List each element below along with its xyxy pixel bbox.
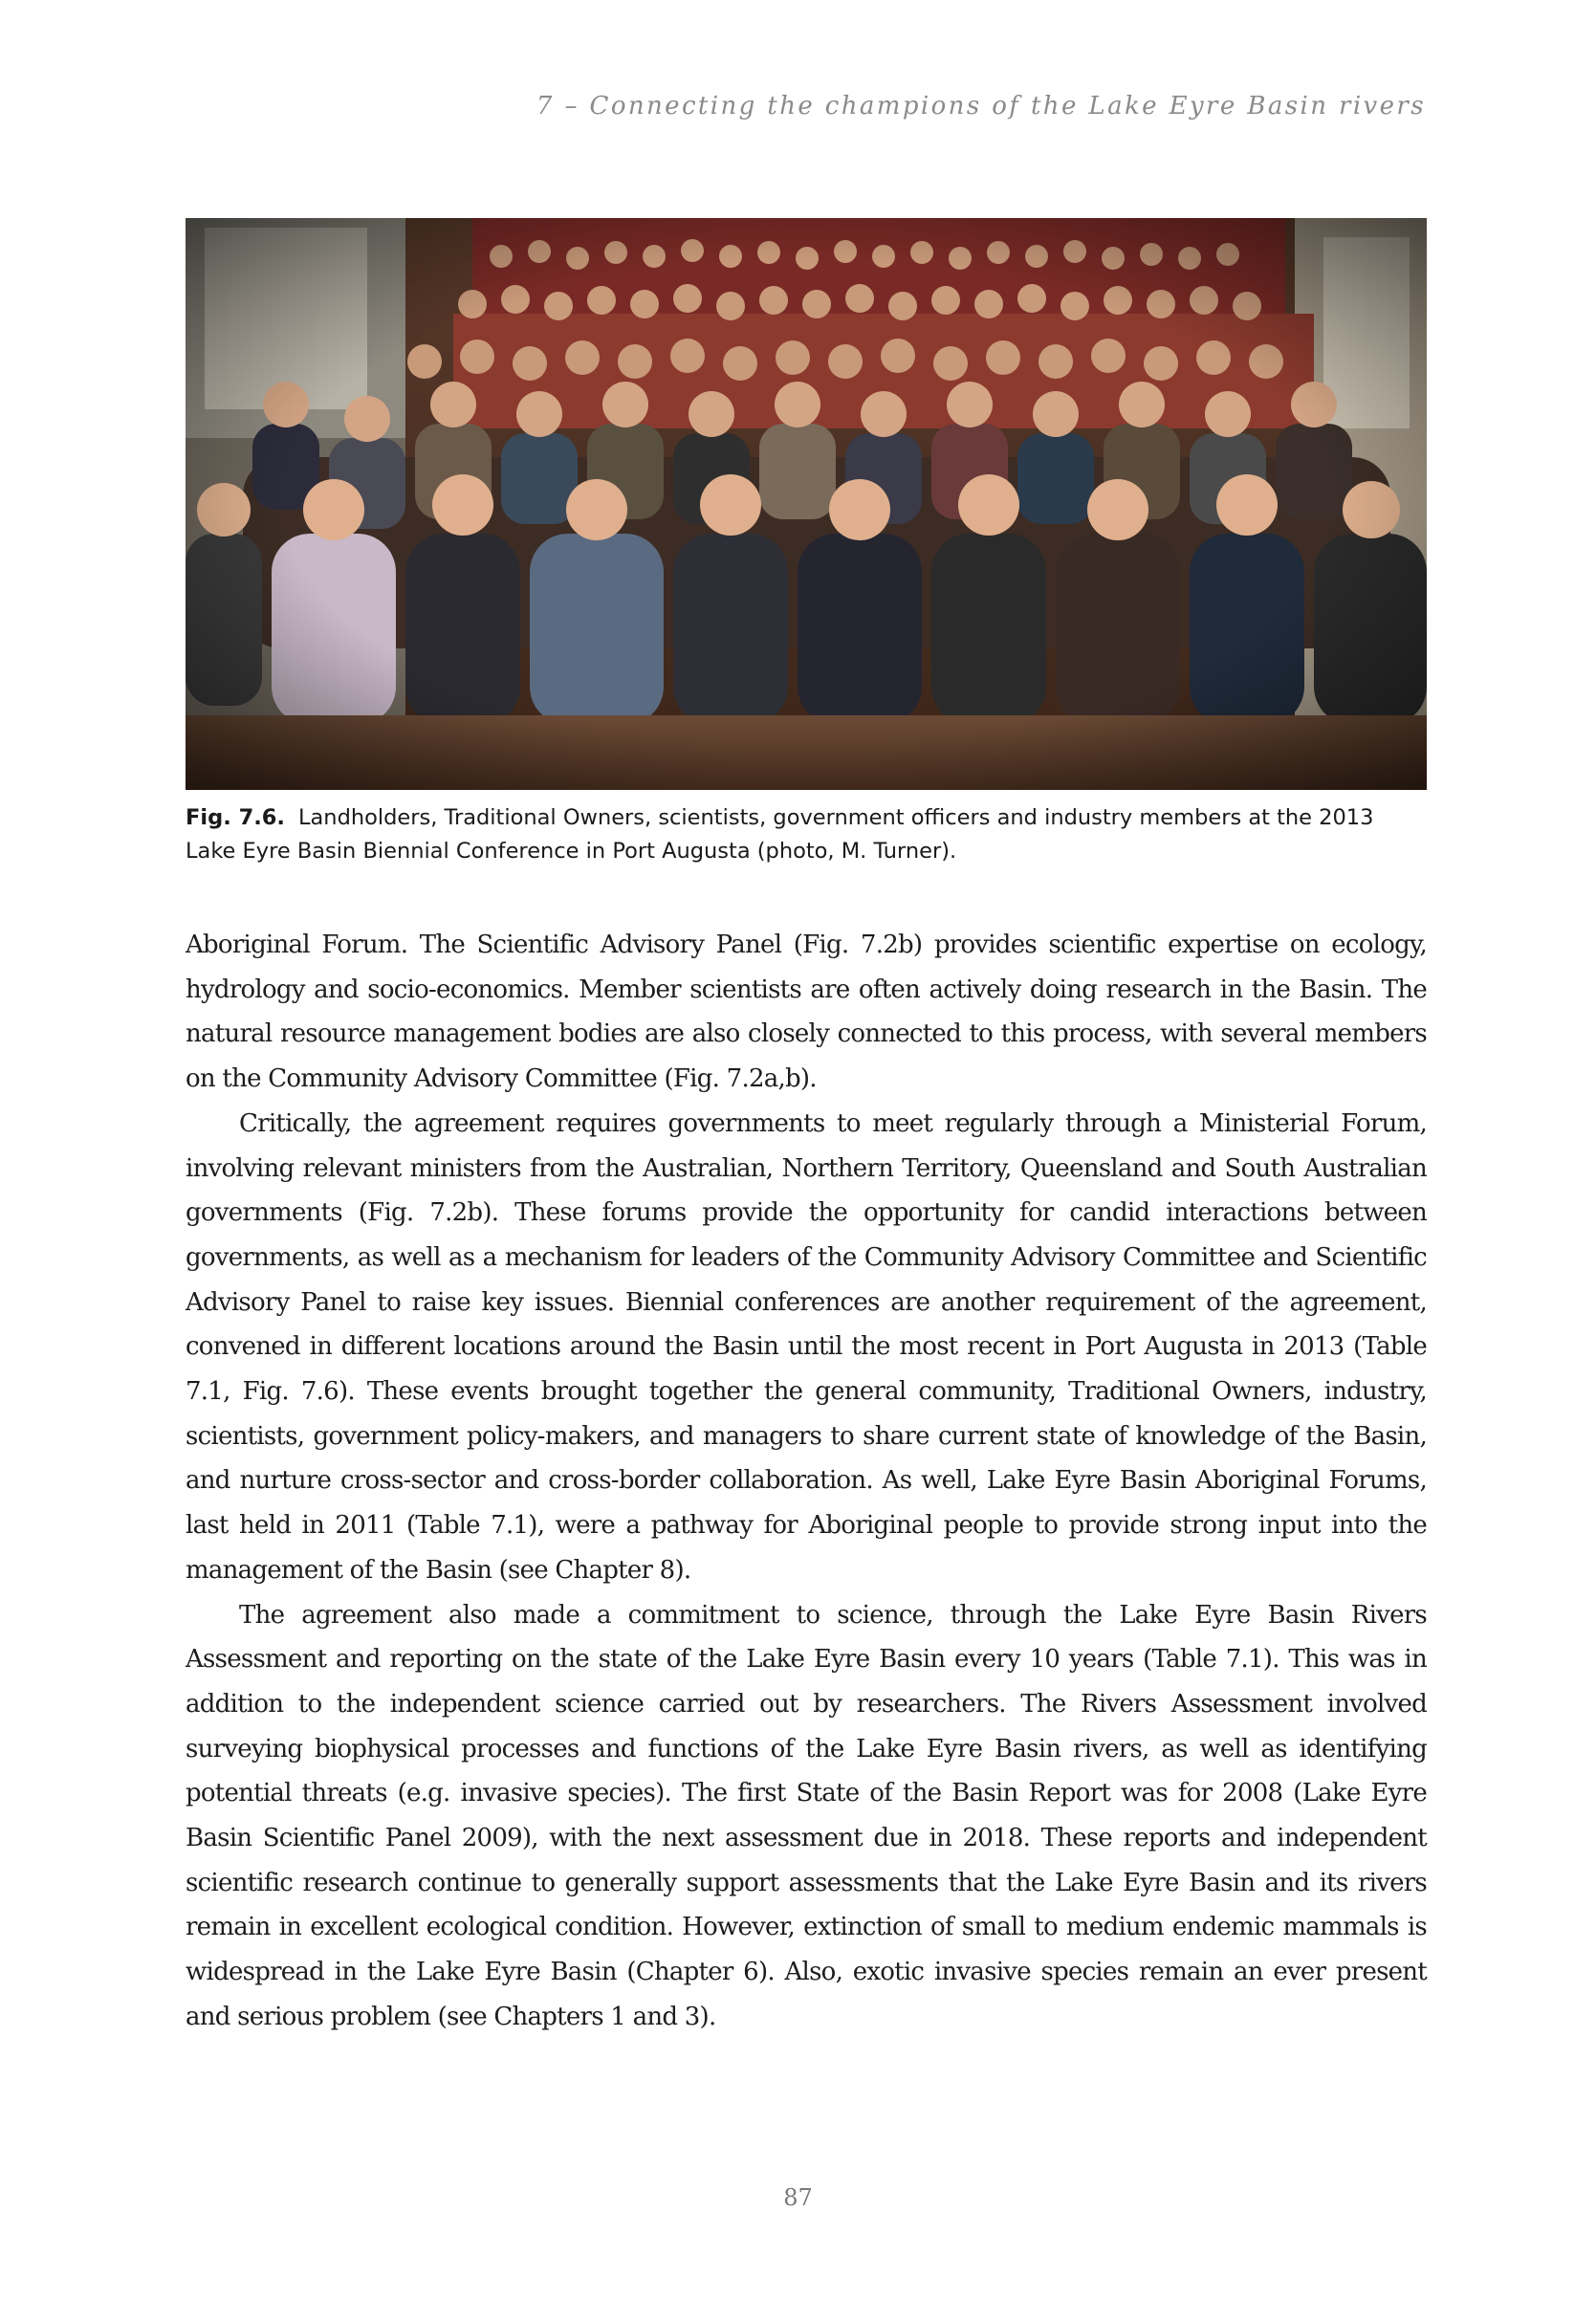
- conference-group-photo: [186, 218, 1427, 790]
- page-number: 87: [783, 2184, 813, 2211]
- body-paragraph: Critically, the agreement requires governments to meet regularly through a Ministerial Forum, involving relevant ministers from the Australian, Northern Territory, Queensland and South Australian governments (Fig. 7.2b). These forums provide the opportunity for candid interactions between governments, as well as a mechanism for leaders of the Community Advisory Committee and Scientific Advisory Panel to raise key issues. Biennial conferences are another requirement of the agreement, convened in different locations around the Basin until the most recent in Port Augusta in 2013 (Table 7.1, Fig. 7.6). These events brought together the general community, Traditional Owners, industry, scientists, government policy-makers, and managers to share current state of knowledge of the Basin, and nurture cross-sector and cross-border collaboration. As well, Lake Eyre Basin Aboriginal Forums, last held in 2011 (Table 7.1), were a pathway for Aboriginal people to provide strong input into the management of the Basin (see Chapter 8).: [186, 1108, 1427, 1585]
- group-photo-illustration: [186, 218, 1427, 790]
- running-head: 7 – Connecting the champions of the Lake Eyre Basin rivers: [536, 92, 1426, 120]
- body-text: [186, 923, 1427, 2040]
- body-paragraph: Aboriginal Forum. The Scientific Advisory Panel (Fig. 7.2b) provides scientific expertise on ecology, hydrology and socio-economics. Member scientists are often actively doing research in the Basin. The natural resource management bodies are also closely connected to this process, with several members on the Community Advisory Committee (Fig. 7.2a,b).: [186, 931, 1427, 1094]
- figure-caption: [186, 801, 1429, 868]
- body-paragraph: The agreement also made a commitment to science, through the Lake Eyre Basin Rivers Assessment and reporting on the state of the Lake Eyre Basin every 10 years (Table 7.1). This was in addition to the independent science carried out by researchers. The Rivers Assessment involved surveying biophysical processes and functions of the Lake Eyre Basin rivers, as well as identifying potential threats (e.g. invasive species). The first State of the Basin Report was for 2008 (Lake Eyre Basin Scientific Panel 2009), with the next assessment due in 2018. These reports and independent scientific research continue to generally support assessments that the Lake Eyre Basin and its rivers remain in excellent ecological condition. However, extinction of small to medium endemic mammals is widespread in the Lake Eyre Basin (Chapter 6). Also, exotic invasive species remain an ever present and serious problem (see Chapters 1 and 3).: [186, 1600, 1427, 2031]
- figure-caption-text: Landholders, Traditional Owners, scientists, government officers and industry members at the 2013 Lake Eyre Basin Biennial Conference in Port Augusta (photo, M. Turner).: [186, 805, 1374, 864]
- figure-label: Fig. 7.6.: [186, 805, 285, 830]
